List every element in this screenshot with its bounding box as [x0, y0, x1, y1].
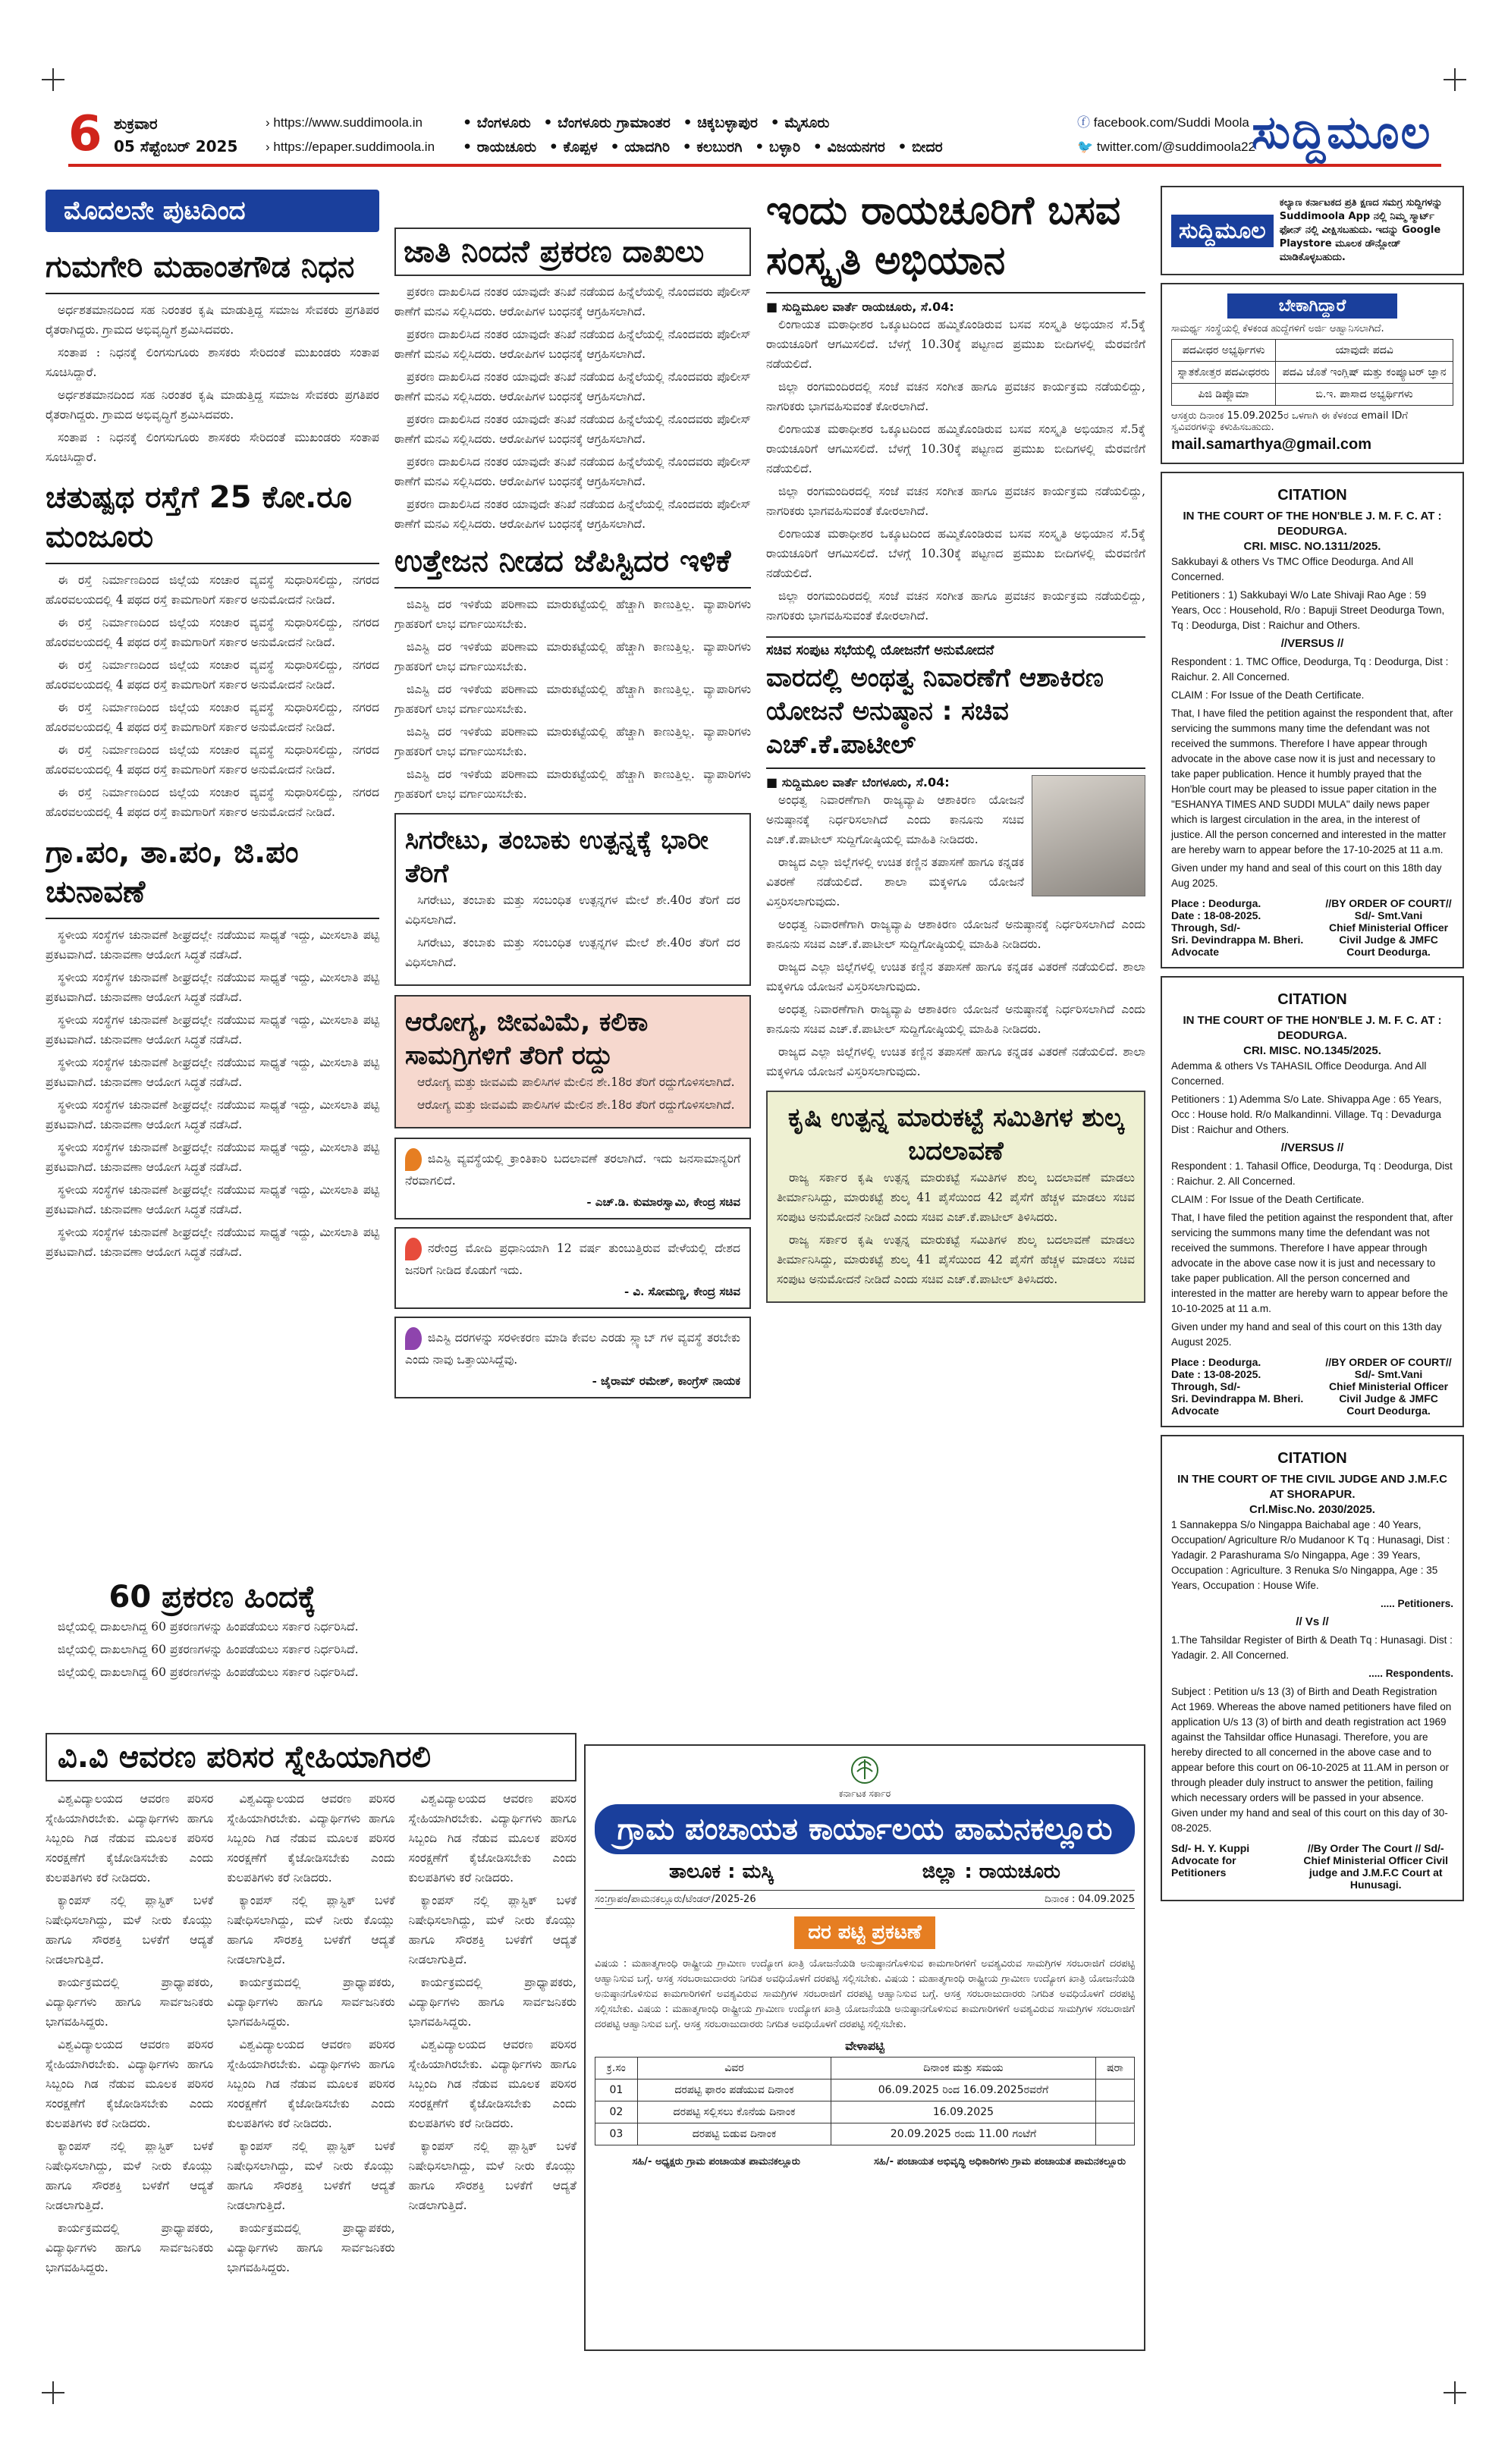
job-intro: ಸಾಮರ್ಥ್ಯ ಸಂಸ್ಥೆಯಲ್ಲಿ ಕೆಳಕಂಡ ಹುದ್ದೆಗಳಿಗೆ ಅರ್ಜಿ ಆಹ್ವಾನಿಸಲಾಗಿದೆ. — [1171, 323, 1384, 334]
box-body: ಆರೋಗ್ಯ ಮತ್ತು ಜೀವವಿಮೆ ಪಾಲಿಸಿಗಳ ಮೇಲಿನ ಶೇ.18ರ ತೆರಿಗೆ ರದ್ದುಗೊಳಿಸಲಾಗಿದೆ. ಆರೋಗ್ಯ ಮತ್ತು ಜೀವವಿಮೆ ಪಾಲಿಸಿಗಳ ಮೇಲಿನ ಶೇ.18ರ ತೆರಿಗೆ ರದ್ದುಗೊಳಿಸಲಾಗಿದೆ. — [417, 1075, 735, 1112]
masthead — [68, 106, 1441, 167]
job-title: ಬೇಕಾಗಿದ್ದಾರೆ — [1227, 293, 1396, 319]
issue-date-text: 05 ಸೆಪ್ಟೆಂಬರ್ 2025 — [114, 137, 238, 155]
notice-subtitle: ದರ ಪಟ್ಟಿ ಪ್ರಕಟಣೆ — [794, 1916, 935, 1949]
karnataka-emblem-icon — [850, 1755, 880, 1785]
city-item: • ಬೀದರ — [897, 139, 943, 155]
citation-3: CITATION IN THE COURT OF THE CIVIL JUDGE AND J.M.F.C AT SHORAPUR. Crl.Misc.No. 2030/2025. 1 Sannakeppa S/o Ningappa Baichabal age : 40 Years, Occupation/ Agriculture R/o Mudanoor K Tq : Hunasagi, Dist : Yadagir. 2 Parashurama S/o Ningappa, Age : 39 Years, Occupation : Agriculture. 3 Renuka S/o Ningappa, Age : 35 Years, Occupation : House Wife. ..... Petitioners. // Vs // 1.The Tahsildar Register of Birth & Death Tq : Hunasagi. Dist : Yadagir. 2. All Concerned. ..... Respondents. Subject : Petition u/s 13 (3) of Birth and Death Registration Act 1969. Whereas the above named petitioners have filed on application U/s 13 (3) of birth and death registration act 1969 against the Tahsildar office Hunasagi. Therefore, you are hereby directed to all concerned in the above case and to appear before this court on 06-10-2025 at 11.AM in person or through pleader duly instruct to answer the petition, failing which necessary orders will be passed in your absence. Given under my hand and seal of this court on this day of 30-08-2025. Sd/- H. Y. Kuppi Advocate for Petitioners //By Order The Court // Sd/- Chief Ministerial Officer Civil judge and J.M.F.C Court at Hunusagi. — [1161, 1435, 1464, 1901]
city-item: • ಬಳ್ಳಾರಿ — [755, 139, 801, 155]
twitter-icon: 🐦 — [1077, 140, 1094, 154]
box-title: ಕೃಷಿ ಉತ್ಪನ್ನ ಮಾರುಕಟ್ಟೆ ಸಮಿತಿಗಳ ಶುಲ್ಕ ಬದಲಾವಣೆ — [787, 1103, 1124, 1166]
app-advert — [1161, 186, 1464, 275]
section-banner: ಮೊದಲನೇ ಪುಟದಿಂದ — [46, 190, 379, 232]
headline: ವಾರದಲ್ಲಿ ಅಂಥತ್ವ ನಿವಾರಣೆಗೆ ಆಶಾಕಿರಣ ಯೋಜನೆ ಅನುಷ್ಠಾನ : ಸಚಿವ ಎಚ್.ಕೆ.ಪಾಟೀಲ್ — [766, 663, 1104, 760]
citation-1: CITATION IN THE COURT OF THE HON'BLE J. M. F. C. AT : DEODURGA. CRI. MISC. NO.1311/2025. Sakkubayi & others Vs TMC Office Deodurga. And All Concerned. Petitioners : 1) Sakkubayi W/o Late Shivaji Rao Age : 59 Years, Occ : Household, R/o : Bapuji Street Deodurga Town, Tq : Deodurga, Dist : Raichur and Others. //VERSUS // Respondent : 1. TMC Office, Deodurga, Tq : Deodurga, Dist : Raichur. 2. All Concerned. CLAIM : For Issue of the Death Certificate. That, I have filed the petition against the respondent that, after servicing the summons many time the defendant was not received the summons. Therefore I have appear through advocate in the above case now it is just and necessary to take paper publication. Hence it humbly prayed that the Hon'ble court may be pleased to issue paper citation in the "ESHANYA TIMES AND SUDDI MULA" daily news paper which is largest circulation in the area, in the interest of justice. All the person concerned and interested in the matter are hereby warn to appear before the 17-10-2025 at 11 a.m. Given under my hand and seal of this court on this 18th day Aug 2025. Place : Deodurga. Date : 18-08-2025. Through, Sd/- Sri. Devindrappa M. Bheri. Advocate //BY ORDER OF COURT// Sd/- Smt.Vani Chief Ministerial Officer Civil Judge & JMFC Court Deodurga. — [1161, 472, 1464, 968]
case-number: CRI. MISC. NO.1311/2025. — [1243, 540, 1381, 553]
job-email[interactable]: mail.samarthya@gmail.com — [1171, 436, 1372, 453]
table-row: 03 ದರಪಟ್ಟಿ ಬಿಡುವ ದಿನಾಂಕ 20.09.2025 ರಂದು 11.00 ಗಂಟೆಗೆ — [595, 2123, 1135, 2145]
schedule-title: ವೇಳಾಪಟ್ಟಿ — [845, 2039, 884, 2053]
article-body: ಜಿಎಸ್ಟಿ ದರ ಇಳಿಕೆಯ ಪರಿಣಾಮ ಮಾರುಕಟ್ಟೆಯಲ್ಲಿ ಹೆಚ್ಚಾಗಿ ಕಾಣುತ್ತಿಲ್ಲ. ವ್ಯಾಪಾರಿಗಳು ಗ್ರಾಹಕರಿಗೆ ಲಾಭ ವರ್ಗಾಯಿಸಬೇಕು. ಜಿಎಸ್ಟಿ ದರ ಇಳಿಕೆಯ ಪರಿಣಾಮ ಮಾರುಕಟ್ಟೆಯಲ್ಲಿ ಹೆಚ್ಚಾಗಿ ಕಾಣುತ್ತಿಲ್ಲ. ವ್ಯಾಪಾರಿಗಳು ಗ್ರಾಹಕರಿಗೆ ಲಾಭ ವರ್ಗಾಯಿಸಬೇಕು. ಜಿಎಸ್ಟಿ ದರ ಇಳಿಕೆಯ ಪರಿಣಾಮ ಮಾರುಕಟ್ಟೆಯಲ್ಲಿ ಹೆಚ್ಚಾಗಿ ಕಾಣುತ್ತಿಲ್ಲ. ವ್ಯಾಪಾರಿಗಳು ಗ್ರಾಹಕರಿಗೆ ಲಾಭ ವರ್ಗಾಯಿಸಬೇಕು. ಜಿಎಸ್ಟಿ ದರ ಇಳಿಕೆಯ ಪರಿಣಾಮ ಮಾರುಕಟ್ಟೆಯಲ್ಲಿ ಹೆಚ್ಚಾಗಿ ಕಾಣುತ್ತಿಲ್ಲ. ವ್ಯಾಪಾರಿಗಳು ಗ್ರಾಹಕರಿಗೆ ಲಾಭ ವರ್ಗಾಯಿಸಬೇಕು. ಜಿಎಸ್ಟಿ ದರ ಇಳಿಕೆಯ ಪರಿಣಾಮ ಮಾರುಕಟ್ಟೆಯಲ್ಲಿ ಹೆಚ್ಚಾಗಿ ಕಾಣುತ್ತಿಲ್ಲ. ವ್ಯಾಪಾರಿಗಳು ಗ್ರಾಹಕರಿಗೆ ಲಾಭ ವರ್ಗಾಯಿಸಬೇಕು. — [394, 598, 751, 801]
notice-district: ಜಿಲ್ಲಾ : ರಾಯಚೂರು — [922, 1860, 1060, 1883]
notice-signature-president: ಸಹಿ/- ಅಧ್ಯಕ್ಷರು ಗ್ರಾಮ ಪಂಚಾಯತ ಪಾಮನಕಲ್ಲೂರು — [632, 2156, 800, 2167]
notice-title: ಗ್ರಾಮ ಪಂಚಾಯತ ಕಾರ್ಯಾಲಯ ಪಾಮನಕಲ್ಲೂರು — [595, 1804, 1135, 1854]
crop-mark — [1444, 68, 1466, 91]
box-title: ಸಿಗರೇಟು, ತಂಬಾಕು ಉತ್ಪನ್ನಕ್ಕೆ ಭಾರೀ ತೆರಿಗೆ — [405, 825, 708, 889]
byline: ■ ಸುದ್ದಿಮೂಲ ವಾರ್ತೆ ರಾಯಚೂರು, ಸೆ.04: — [766, 300, 954, 314]
social-links — [1077, 111, 1255, 159]
headline: 60 ಪ್ರಕರಣ ಹಿಂದಕ್ಕೆ — [108, 1580, 316, 1615]
notice-header — [595, 1755, 1135, 1800]
case-number: Crl.Misc.No. 2030/2025. — [1249, 1503, 1375, 1516]
quote-icon — [405, 1327, 422, 1350]
twitter-link[interactable]: twitter.com/@suddimoola22 — [1096, 140, 1255, 154]
notice-taluk: ತಾಲೂಕ : ಮಸ್ಕಿ — [669, 1860, 774, 1883]
city-item: • ಕಲಬುರಗಿ — [682, 139, 743, 155]
column-3 — [766, 186, 1145, 1722]
table-row: ಪಿಜಿ ಡಿಪ್ಲೊಮಾ ಬಿ.ಇ. ಪಾಸಾದ ಅಭ್ಯರ್ಥಿಗಳು — [1172, 384, 1453, 406]
table-row: 01 ದರಪಟ್ಟಿ ಫಾರಂ ಪಡೆಯುವ ದಿನಾಂಕ 06.09.2025 ರಿಂದ 16.09.2025ರವರೆಗೆ — [595, 2079, 1135, 2101]
table-row: 02 ದರಪಟ್ಟಿ ಸಲ್ಲಿಸಲು ಕೊನೆಯ ದಿನಾಂಕ 16.09.2025 — [595, 2101, 1135, 2123]
citation-title: CITATION — [1277, 1450, 1347, 1467]
column-2 — [394, 228, 751, 1722]
notice-signature-pdo: ಸಹಿ/- ಪಂಚಾಯತ ಅಭಿವೃದ್ಧಿ ಅಧಿಕಾರಿಗಳು ಗ್ರಾಮ ಪಂಚಾಯತ ಪಾಮನಕಲ್ಲೂರು — [873, 2156, 1126, 2167]
job-table — [1171, 339, 1453, 406]
newspaper-logo: ಸುದ್ದಿಮೂಲ — [1252, 106, 1432, 159]
city-item: • ಬೆಂಗಳೂರು — [463, 115, 531, 131]
article-body: ಜಿಲ್ಲೆಯಲ್ಲಿ ದಾಖಲಾಗಿದ್ದ 60 ಪ್ರಕರಣಗಳನ್ನು ಹಿಂಪಡೆಯಲು ಸರ್ಕಾರ ನಿರ್ಧರಿಸಿದೆ. ಜಿಲ್ಲೆಯಲ್ಲಿ ದಾಖಲಾಗಿದ್ದ 60 ಪ್ರಕರಣಗಳನ್ನು ಹಿಂಪಡೆಯಲು ಸರ್ಕಾರ ನಿರ್ಧರಿಸಿದೆ. ಜಿಲ್ಲೆಯಲ್ಲಿ ದಾಖಲಾಗಿದ್ದ 60 ಪ್ರಕರಣಗಳನ್ನು ಹಿಂಪಡೆಯಲು ಸರ್ಕಾರ ನಿರ್ಧರಿಸಿದೆ. — [58, 1620, 359, 1679]
job-footer: ಆಸಕ್ತರು ದಿನಾಂಕ 15.09.2025ರ ಒಳಗಾಗಿ ಈ ಕೆಳಕಂಡ email IDಗೆ ಸ್ವವಿವರಗಳನ್ನು ಕಳುಹಿಸಬಹುದು. — [1171, 410, 1408, 433]
article-60-cases — [46, 1577, 379, 1722]
column-4 — [1161, 186, 1464, 2385]
schedule-table — [595, 2057, 1135, 2145]
citation-title: CITATION — [1277, 991, 1347, 1008]
article-body: ಅರ್ಧಶತಮಾನದಿಂದ ಸಹ ನಿರಂತರ ಕೃಷಿ ಮಾಡುತ್ತಿದ್ದ ಸಮಾಜ ಸೇವಕರು ಪ್ರಗತಿಪರ ರೈತರಾಗಿದ್ದರು. ಗ್ರಾಮದ ಅಭಿವೃದ್ಧಿಗೆ ಶ್ರಮಿಸಿದವರು. ಸಂತಾಪ : ನಿಧನಕ್ಕೆ ಲಿಂಗಸುಗೂರು ಶಾಸಕರು ಸೇರಿದಂತೆ ಮುಖಂಡರು ಸಂತಾಪ ಸೂಚಿಸಿದ್ದಾರೆ. ಅರ್ಧಶತಮಾನದಿಂದ ಸಹ ನಿರಂತರ ಕೃಷಿ ಮಾಡುತ್ತಿದ್ದ ಸಮಾಜ ಸೇವಕರು ಪ್ರಗತಿಪರ ರೈತರಾಗಿದ್ದರು. ಗ್ರಾಮದ ಅಭಿವೃದ್ಧಿಗೆ ಶ್ರಮಿಸಿದವರು. ಸಂತಾಪ : ನಿಧನಕ್ಕೆ ಲಿಂಗಸುಗೂರು ಶಾಸಕರು ಸೇರಿದಂತೆ ಮುಖಂಡರು ಸಂತಾಪ ಸೂಚಿಸಿದ್ದಾರೆ. — [46, 303, 379, 464]
epaper-link[interactable]: https://epaper.suddimoola.in — [273, 140, 435, 154]
tobacco-tax-box — [394, 813, 751, 986]
case-number: CRI. MISC. NO.1345/2025. — [1243, 1044, 1381, 1057]
article-body: ಲಿಂಗಾಯತ ಮಠಾಧೀಶರ ಒಕ್ಕೂಟದಿಂದ ಹಮ್ಮಿಕೊಂಡಿರುವ ಬಸವ ಸಂಸ್ಕೃತಿ ಅಭಿಯಾನ ಸೆ.5ಕ್ಕೆ ರಾಯಚೂರಿಗೆ ಆಗಮಿಸಲಿದೆ. ಬೆಳಗ್ಗೆ 10.30ಕ್ಕೆ ಪಟ್ಟಣದ ಪ್ರಮುಖ ಬೀದಿಗಳಲ್ಲಿ ಮೆರವಣಿಗೆ ನಡೆಯಲಿದೆ. ಜಿಲ್ಲಾ ರಂಗಮಂದಿರದಲ್ಲಿ ಸಂಜೆ ವಚನ ಸಂಗೀತ ಹಾಗೂ ಪ್ರವಚನ ಕಾರ್ಯಕ್ರಮ ನಡೆಯಲಿದ್ದು, ನಾಗರಿಕರು ಭಾಗವಹಿಸುವಂತೆ ಕೋರಲಾಗಿದೆ. ಲಿಂಗಾಯತ ಮಠಾಧೀಶರ ಒಕ್ಕೂಟದಿಂದ ಹಮ್ಮಿಕೊಂಡಿರುವ ಬಸವ ಸಂಸ್ಕೃತಿ ಅಭಿಯಾನ ಸೆ.5ಕ್ಕೆ ರಾಯಚೂರಿಗೆ ಆಗಮಿಸಲಿದೆ. ಬೆಳಗ್ಗೆ 10.30ಕ್ಕೆ ಪಟ್ಟಣದ ಪ್ರಮುಖ ಬೀದಿಗಳಲ್ಲಿ ಮೆರವಣಿಗೆ ನಡೆಯಲಿದೆ. ಜಿಲ್ಲಾ ರಂಗಮಂದಿರದಲ್ಲಿ ಸಂಜೆ ವಚನ ಸಂಗೀತ ಹಾಗೂ ಪ್ರವಚನ ಕಾರ್ಯಕ್ರಮ ನಡೆಯಲಿದ್ದು, ನಾಗರಿಕರು ಭಾಗವಹಿಸುವಂತೆ ಕೋರಲಾಗಿದೆ. ಲಿಂಗಾಯತ ಮಠಾಧೀಶರ ಒಕ್ಕೂಟದಿಂದ ಹಮ್ಮಿಕೊಂಡಿರುವ ಬಸವ ಸಂಸ್ಕೃತಿ ಅಭಿಯಾನ ಸೆ.5ಕ್ಕೆ ರಾಯಚೂರಿಗೆ ಆಗಮಿಸಲಿದೆ. ಬೆಳಗ್ಗೆ 10.30ಕ್ಕೆ ಪಟ್ಟಣದ ಪ್ರಮುಖ ಬೀದಿಗಳಲ್ಲಿ ಮೆರವಣಿಗೆ ನಡೆಯಲಿದೆ. ಜಿಲ್ಲಾ ರಂಗಮಂದಿರದಲ್ಲಿ ಸಂಜೆ ವಚನ ಸಂಗೀತ ಹಾಗೂ ಪ್ರವಚನ ಕಾರ್ಯಕ್ರಮ ನಡೆಯಲಿದ್ದು, ನಾಗರಿಕರು ಭಾಗವಹಿಸುವಂತೆ ಕೋರಲಾಗಿದೆ. — [766, 318, 1145, 623]
city-item: • ಯಾದಗಿರಿ — [610, 139, 670, 155]
page-number: 6 — [68, 106, 102, 162]
crop-mark — [42, 68, 64, 91]
byline: ■ ಸುದ್ದಿಮೂಲ ವಾರ್ತೆ ಬೆಂಗಳೂರು, ಸೆ.04: — [766, 775, 950, 789]
quote-author: - ವಿ. ಸೋಮಣ್ಣ, ಕೇಂದ್ರ ಸಚಿವ — [624, 1285, 740, 1298]
apmc-fee-box — [766, 1091, 1145, 1303]
quote-icon — [405, 1148, 422, 1171]
kicker: ಸಚಿವ ಸಂಪುಟ ಸಭೆಯಲ್ಲಿ ಯೋಜನೆಗೆ ಅನುಮೋದನೆ — [766, 636, 1145, 658]
job-advert — [1161, 283, 1464, 464]
issue-date — [114, 112, 237, 158]
court-name: IN THE COURT OF THE HON'BLE J. M. F. C. AT : DEODURGA. — [1183, 1014, 1442, 1042]
website-links: › https://www.suddimoola.in › https://epaper.suddimoola.in — [265, 115, 435, 154]
article-body: ಈ ರಸ್ತೆ ನಿರ್ಮಾಣದಿಂದ ಜಿಲ್ಲೆಯ ಸಂಚಾರ ವ್ಯವಸ್ಥೆ ಸುಧಾರಿಸಲಿದ್ದು, ನಗರದ ಹೊರವಲಯದಲ್ಲಿ 4 ಪಥದ ರಸ್ತೆ ಕಾಮಗಾರಿಗೆ ಸರ್ಕಾರ ಅನುಮೋದನೆ ನೀಡಿದೆ. ಈ ರಸ್ತೆ ನಿರ್ಮಾಣದಿಂದ ಜಿಲ್ಲೆಯ ಸಂಚಾರ ವ್ಯವಸ್ಥೆ ಸುಧಾರಿಸಲಿದ್ದು, ನಗರದ ಹೊರವಲಯದಲ್ಲಿ 4 ಪಥದ ರಸ್ತೆ ಕಾಮಗಾರಿಗೆ ಸರ್ಕಾರ ಅನುಮೋದನೆ ನೀಡಿದೆ. ಈ ರಸ್ತೆ ನಿರ್ಮಾಣದಿಂದ ಜಿಲ್ಲೆಯ ಸಂಚಾರ ವ್ಯವಸ್ಥೆ ಸುಧಾರಿಸಲಿದ್ದು, ನಗರದ ಹೊರವಲಯದಲ್ಲಿ 4 ಪಥದ ರಸ್ತೆ ಕಾಮಗಾರಿಗೆ ಸರ್ಕಾರ ಅನುಮೋದನೆ ನೀಡಿದೆ. ಈ ರಸ್ತೆ ನಿರ್ಮಾಣದಿಂದ ಜಿಲ್ಲೆಯ ಸಂಚಾರ ವ್ಯವಸ್ಥೆ ಸುಧಾರಿಸಲಿದ್ದು, ನಗರದ ಹೊರವಲಯದಲ್ಲಿ 4 ಪಥದ ರಸ್ತೆ ಕಾಮಗಾರಿಗೆ ಸರ್ಕಾರ ಅನುಮೋದನೆ ನೀಡಿದೆ. ಈ ರಸ್ತೆ ನಿರ್ಮಾಣದಿಂದ ಜಿಲ್ಲೆಯ ಸಂಚಾರ ವ್ಯವಸ್ಥೆ ಸುಧಾರಿಸಲಿದ್ದು, ನಗರದ ಹೊರವಲಯದಲ್ಲಿ 4 ಪಥದ ರಸ್ತೆ ಕಾಮಗಾರಿಗೆ ಸರ್ಕಾರ ಅನುಮೋದನೆ ನೀಡಿದೆ. ಈ ರಸ್ತೆ ನಿರ್ಮಾಣದಿಂದ ಜಿಲ್ಲೆಯ ಸಂಚಾರ ವ್ಯವಸ್ಥೆ ಸುಧಾರಿಸಲಿದ್ದು, ನಗರದ ಹೊರವಲಯದಲ್ಲಿ 4 ಪಥದ ರಸ್ತೆ ಕಾಮಗಾರಿಗೆ ಸರ್ಕಾರ ಅನುಮೋದನೆ ನೀಡಿದೆ. — [46, 573, 379, 819]
headline: ಗ್ರಾ.ಪಂ, ತಾ.ಪಂ, ಜಿ.ಪಂ ಚುನಾವಣೆ — [46, 835, 299, 909]
citation-title: CITATION — [1277, 487, 1347, 504]
quote-icon — [405, 1238, 422, 1260]
box-title: ಆರೋಗ್ಯ, ಜೀವವಿಮೆ, ಕಲಿಕಾ ಸಾಮಗ್ರಿಗಳಿಗೆ ತೆರಿಗೆ ರದ್ದು — [405, 1007, 649, 1071]
insurance-tax-box — [394, 995, 751, 1128]
city-item: • ವಿಜಯನಗರ — [812, 139, 885, 155]
article-body: ಸ್ಥಳೀಯ ಸಂಸ್ಥೆಗಳ ಚುನಾವಣೆ ಶೀಘ್ರದಲ್ಲೇ ನಡೆಯುವ ಸಾಧ್ಯತೆ ಇದ್ದು, ಮೀಸಲಾತಿ ಪಟ್ಟಿ ಪ್ರಕಟವಾಗಿದೆ. ಚುನಾವಣಾ ಆಯೋಗ ಸಿದ್ಧತೆ ನಡೆಸಿದೆ. ಸ್ಥಳೀಯ ಸಂಸ್ಥೆಗಳ ಚುನಾವಣೆ ಶೀಘ್ರದಲ್ಲೇ ನಡೆಯುವ ಸಾಧ್ಯತೆ ಇದ್ದು, ಮೀಸಲಾತಿ ಪಟ್ಟಿ ಪ್ರಕಟವಾಗಿದೆ. ಚುನಾವಣಾ ಆಯೋಗ ಸಿದ್ಧತೆ ನಡೆಸಿದೆ. ಸ್ಥಳೀಯ ಸಂಸ್ಥೆಗಳ ಚುನಾವಣೆ ಶೀಘ್ರದಲ್ಲೇ ನಡೆಯುವ ಸಾಧ್ಯತೆ ಇದ್ದು, ಮೀಸಲಾತಿ ಪಟ್ಟಿ ಪ್ರಕಟವಾಗಿದೆ. ಚುನಾವಣಾ ಆಯೋಗ ಸಿದ್ಧತೆ ನಡೆಸಿದೆ. ಸ್ಥಳೀಯ ಸಂಸ್ಥೆಗಳ ಚುನಾವಣೆ ಶೀಘ್ರದಲ್ಲೇ ನಡೆಯುವ ಸಾಧ್ಯತೆ ಇದ್ದು, ಮೀಸಲಾತಿ ಪಟ್ಟಿ ಪ್ರಕಟವಾಗಿದೆ. ಚುನಾವಣಾ ಆಯೋಗ ಸಿದ್ಧತೆ ನಡೆಸಿದೆ. ಸ್ಥಳೀಯ ಸಂಸ್ಥೆಗಳ ಚುನಾವಣೆ ಶೀಘ್ರದಲ್ಲೇ ನಡೆಯುವ ಸಾಧ್ಯತೆ ಇದ್ದು, ಮೀಸಲಾತಿ ಪಟ್ಟಿ ಪ್ರಕಟವಾಗಿದೆ. ಚುನಾವಣಾ ಆಯೋಗ ಸಿದ್ಧತೆ ನಡೆಸಿದೆ. ಸ್ಥಳೀಯ ಸಂಸ್ಥೆಗಳ ಚುನಾವಣೆ ಶೀಘ್ರದಲ್ಲೇ ನಡೆಯುವ ಸಾಧ್ಯತೆ ಇದ್ದು, ಮೀಸಲಾತಿ ಪಟ್ಟಿ ಪ್ರಕಟವಾಗಿದೆ. ಚುನಾವಣಾ ಆಯೋಗ ಸಿದ್ಧತೆ ನಡೆಸಿದೆ. ಸ್ಥಳೀಯ ಸಂಸ್ಥೆಗಳ ಚುನಾವಣೆ ಶೀಘ್ರದಲ್ಲೇ ನಡೆಯುವ ಸಾಧ್ಯತೆ ಇದ್ದು, ಮೀಸಲಾತಿ ಪಟ್ಟಿ ಪ್ರಕಟವಾಗಿದೆ. ಚುನಾವಣಾ ಆಯೋಗ ಸಿದ್ಧತೆ ನಡೆಸಿದೆ. ಸ್ಥಳೀಯ ಸಂಸ್ಥೆಗಳ ಚುನಾವಣೆ ಶೀಘ್ರದಲ್ಲೇ ನಡೆಯುವ ಸಾಧ್ಯತೆ ಇದ್ದು, ಮೀಸಲಾತಿ ಪಟ್ಟಿ ಪ್ರಕಟವಾಗಿದೆ. ಚುನಾವಣಾ ಆಯೋಗ ಸಿದ್ಧತೆ ನಡೆಸಿದೆ. — [46, 928, 379, 1259]
article-body: ಅಂಧತ್ವ ನಿವಾರಣೆಗಾಗಿ ರಾಜ್ಯವ್ಯಾಪಿ ಆಶಾಕಿರಣ ಯೋಜನೆ ಅನುಷ್ಠಾನಕ್ಕೆ ನಿರ್ಧರಿಸಲಾಗಿದೆ ಎಂದು ಕಾನೂನು ಸಚಿವ ಎಚ್.ಕೆ.ಪಾಟೀಲ್ ಸುದ್ದಿಗೋಷ್ಠಿಯಲ್ಲಿ ಮಾಹಿತಿ ನೀಡಿದರು. ರಾಜ್ಯದ ಎಲ್ಲಾ ಜಿಲ್ಲೆಗಳಲ್ಲಿ ಉಚಿತ ಕಣ್ಣಿನ ತಪಾಸಣೆ ಹಾಗೂ ಕನ್ನಡಕ ವಿತರಣೆ ನಡೆಯಲಿದೆ. ಶಾಲಾ ಮಕ್ಕಳಿಗೂ ಯೋಜನೆ ವಿಸ್ತರಿಸಲಾಗುವುದು. ಅಂಧತ್ವ ನಿವಾರಣೆಗಾಗಿ ರಾಜ್ಯವ್ಯಾಪಿ ಆಶಾಕಿರಣ ಯೋಜನೆ ಅನುಷ್ಠಾನಕ್ಕೆ ನಿರ್ಧರಿಸಲಾಗಿದೆ ಎಂದು ಕಾನೂನು ಸಚಿವ ಎಚ್.ಕೆ.ಪಾಟೀಲ್ ಸುದ್ದಿಗೋಷ್ಠಿಯಲ್ಲಿ ಮಾಹಿತಿ ನೀಡಿದರು. ರಾಜ್ಯದ ಎಲ್ಲಾ ಜಿಲ್ಲೆಗಳಲ್ಲಿ ಉಚಿತ ಕಣ್ಣಿನ ತಪಾಸಣೆ ಹಾಗೂ ಕನ್ನಡಕ ವಿತರಣೆ ನಡೆಯಲಿದೆ. ಶಾಲಾ ಮಕ್ಕಳಿಗೂ ಯೋಜನೆ ವಿಸ್ತರಿಸಲಾಗುವುದು. ಅಂಧತ್ವ ನಿವಾರಣೆಗಾಗಿ ರಾಜ್ಯವ್ಯಾಪಿ ಆಶಾಕಿರಣ ಯೋಜನೆ ಅನುಷ್ಠಾನಕ್ಕೆ ನಿರ್ಧರಿಸಲಾಗಿದೆ ಎಂದು ಕಾನೂನು ಸಚಿವ ಎಚ್.ಕೆ.ಪಾಟೀಲ್ ಸುದ್ದಿಗೋಷ್ಠಿಯಲ್ಲಿ ಮಾಹಿತಿ ನೀಡಿದರು. ರಾಜ್ಯದ ಎಲ್ಲಾ ಜಿಲ್ಲೆಗಳಲ್ಲಿ ಉಚಿತ ಕಣ್ಣಿನ ತಪಾಸಣೆ ಹಾಗೂ ಕನ್ನಡಕ ವಿತರಣೆ ನಡೆಯಲಿದೆ. ಶಾಲಾ ಮಕ್ಕಳಿಗೂ ಯೋಜನೆ ವಿಸ್ತರಿಸಲಾಗುವುದು. — [766, 793, 1145, 1078]
article-body: ಪ್ರಕರಣ ದಾಖಲಿಸಿದ ನಂತರ ಯಾವುದೇ ತನಿಖೆ ನಡೆಯದ ಹಿನ್ನೆಲೆಯಲ್ಲಿ ನೊಂದವರು ಪೊಲೀಸ್ ಠಾಣೆಗೆ ಮನವಿ ಸಲ್ಲಿಸಿದರು. ಆರೋಪಿಗಳ ಬಂಧನಕ್ಕೆ ಆಗ್ರಹಿಸಲಾಗಿದೆ. ಪ್ರಕರಣ ದಾಖಲಿಸಿದ ನಂತರ ಯಾವುದೇ ತನಿಖೆ ನಡೆಯದ ಹಿನ್ನೆಲೆಯಲ್ಲಿ ನೊಂದವರು ಪೊಲೀಸ್ ಠಾಣೆಗೆ ಮನವಿ ಸಲ್ಲಿಸಿದರು. ಆರೋಪಿಗಳ ಬಂಧನಕ್ಕೆ ಆಗ್ರಹಿಸಲಾಗಿದೆ. ಪ್ರಕರಣ ದಾಖಲಿಸಿದ ನಂತರ ಯಾವುದೇ ತನಿಖೆ ನಡೆಯದ ಹಿನ್ನೆಲೆಯಲ್ಲಿ ನೊಂದವರು ಪೊಲೀಸ್ ಠಾಣೆಗೆ ಮನವಿ ಸಲ್ಲಿಸಿದರು. ಆರೋಪಿಗಳ ಬಂಧನಕ್ಕೆ ಆಗ್ರಹಿಸಲಾಗಿದೆ. ಪ್ರಕರಣ ದಾಖಲಿಸಿದ ನಂತರ ಯಾವುದೇ ತನಿಖೆ ನಡೆಯದ ಹಿನ್ನೆಲೆಯಲ್ಲಿ ನೊಂದವರು ಪೊಲೀಸ್ ಠಾಣೆಗೆ ಮನವಿ ಸಲ್ಲಿಸಿದರು. ಆರೋಪಿಗಳ ಬಂಧನಕ್ಕೆ ಆಗ್ರಹಿಸಲಾಗಿದೆ. ಪ್ರಕರಣ ದಾಖಲಿಸಿದ ನಂತರ ಯಾವುದೇ ತನಿಖೆ ನಡೆಯದ ಹಿನ್ನೆಲೆಯಲ್ಲಿ ನೊಂದವರು ಪೊಲೀಸ್ ಠಾಣೆಗೆ ಮನವಿ ಸಲ್ಲಿಸಿದರು. ಆರೋಪಿಗಳ ಬಂಧನಕ್ಕೆ ಆಗ್ರಹಿಸಲಾಗಿದೆ. ಪ್ರಕರಣ ದಾಖಲಿಸಿದ ನಂತರ ಯಾವುದೇ ತನಿಖೆ ನಡೆಯದ ಹಿನ್ನೆಲೆಯಲ್ಲಿ ನೊಂದವರು ಪೊಲೀಸ್ ಠಾಣೆಗೆ ಮನವಿ ಸಲ್ಲಿಸಿದರು. ಆರೋಪಿಗಳ ಬಂಧನಕ್ಕೆ ಆಗ್ರಹಿಸಲಾಗಿದೆ. — [394, 285, 751, 531]
notice-ref: ಸಂ:ಗ್ರಾಪಂ/ಪಾಮನಕಲ್ಲೂರು/ಟೆಂಡರ್/2025-26 — [595, 1894, 756, 1905]
table-row: ಸ್ನಾತಕೋತ್ತರ ಪದವೀಧರರು ಪದವಿ ಜೊತೆ ಇಂಗ್ಲಿಷ್ ಮತ್ತು ಕಂಪ್ಯೂಟರ್ ಜ್ಞಾನ — [1172, 362, 1453, 384]
headline: ಜಾತಿ ನಿಂದನೆ ಪ್ರಕರಣ ದಾಖಲು — [394, 228, 751, 276]
city-item: • ಬೆಂಗಳೂರು ಗ್ರಾಮಾಂತರ — [543, 115, 671, 131]
quote-box: ಜಿಎಸ್ಟಿ ದರಗಳನ್ನು ಸರಳೀಕರಣ ಮಾಡಿ ಕೇವಲ ಎರಡು ಸ್ಲ್ಯಾಬ್ ಗಳ ವ್ಯವಸ್ಥೆ ತರಬೇಕು ಎಂದು ನಾವು ಒತ್ತಾಯಿಸಿದ್ದೆವು. - ಜೈರಾಮ್ ರಮೇಶ್, ಕಾಂಗ್ರೆಸ್ ನಾಯಕ — [394, 1317, 751, 1398]
city-item: • ಚಿಕ್ಕಬಳ್ಳಾಪುರ — [683, 115, 758, 131]
headline: ಗುಮಗೇರಿ ಮಹಾಂತಗೌಡ ನಿಧನ — [46, 250, 355, 284]
facebook-icon: ⓕ — [1077, 115, 1090, 130]
panchayat-notice — [584, 1744, 1145, 2351]
article-body: ವಿಶ್ವವಿದ್ಯಾಲಯದ ಆವರಣ ಪರಿಸರ ಸ್ನೇಹಿಯಾಗಿರಬೇಕು. ವಿದ್ಯಾರ್ಥಿಗಳು ಹಾಗೂ ಸಿಬ್ಬಂದಿ ಗಿಡ ನೆಡುವ ಮೂಲಕ ಪರಿಸರ ಸಂರಕ್ಷಣೆಗೆ ಕೈಜೋಡಿಸಬೇಕು ಎಂದು ಕುಲಪತಿಗಳು ಕರೆ ನೀಡಿದರು. ಕ್ಯಾಂಪಸ್ ನಲ್ಲಿ ಪ್ಲಾಸ್ಟಿಕ್ ಬಳಕೆ ನಿಷೇಧಿಸಲಾಗಿದ್ದು, ಮಳೆ ನೀರು ಕೊಯ್ಲು ಹಾಗೂ ಸೌರಶಕ್ತಿ ಬಳಕೆಗೆ ಆದ್ಯತೆ ನೀಡಲಾಗುತ್ತಿದೆ. ಕಾರ್ಯಕ್ರಮದಲ್ಲಿ ಪ್ರಾಧ್ಯಾಪಕರು, ವಿದ್ಯಾರ್ಥಿಗಳು ಹಾಗೂ ಸಾರ್ವಜನಿಕರು ಭಾಗವಹಿಸಿದ್ದರು. ವಿಶ್ವವಿದ್ಯಾಲಯದ ಆವರಣ ಪರಿಸರ ಸ್ನೇಹಿಯಾಗಿರಬೇಕು. ವಿದ್ಯಾರ್ಥಿಗಳು ಹಾಗೂ ಸಿಬ್ಬಂದಿ ಗಿಡ ನೆಡುವ ಮೂಲಕ ಪರಿಸರ ಸಂರಕ್ಷಣೆಗೆ ಕೈಜೋಡಿಸಬೇಕು ಎಂದು ಕುಲಪತಿಗಳು ಕರೆ ನೀಡಿದರು. ಕ್ಯಾಂಪಸ್ ನಲ್ಲಿ ಪ್ಲಾಸ್ಟಿಕ್ ಬಳಕೆ ನಿಷೇಧಿಸಲಾಗಿದ್ದು, ಮಳೆ ನೀರು ಕೊಯ್ಲು ಹಾಗೂ ಸೌರಶಕ್ತಿ ಬಳಕೆಗೆ ಆದ್ಯತೆ ನೀಡಲಾಗುತ್ತಿದೆ. ಕಾರ್ಯಕ್ರಮದಲ್ಲಿ ಪ್ರಾಧ್ಯಾಪಕರು, ವಿದ್ಯಾರ್ಥಿಗಳು ಹಾಗೂ ಸಾರ್ವಜನಿಕರು ಭಾಗವಹಿಸಿದ್ದರು. ವಿಶ್ವವಿದ್ಯಾಲಯದ ಆವರಣ ಪರಿಸರ ಸ್ನೇಹಿಯಾಗಿರಬೇಕು. ವಿದ್ಯಾರ್ಥಿಗಳು ಹಾಗೂ ಸಿಬ್ಬಂದಿ ಗಿಡ ನೆಡುವ ಮೂಲಕ ಪರಿಸರ ಸಂರಕ್ಷಣೆಗೆ ಕೈಜೋಡಿಸಬೇಕು ಎಂದು ಕುಲಪತಿಗಳು ಕರೆ ನೀಡಿದರು. ಕ್ಯಾಂಪಸ್ ನಲ್ಲಿ ಪ್ಲಾಸ್ಟಿಕ್ ಬಳಕೆ ನಿಷೇಧಿಸಲಾಗಿದ್ದು, ಮಳೆ ನೀರು ಕೊಯ್ಲು ಹಾಗೂ ಸೌರಶಕ್ತಿ ಬಳಕೆಗೆ ಆದ್ಯತೆ ನೀಡಲಾಗುತ್ತಿದೆ. ಕಾರ್ಯಕ್ರಮದಲ್ಲಿ ಪ್ರಾಧ್ಯಾಪಕರು, ವಿದ್ಯಾರ್ಥಿಗಳು ಹಾಗೂ ಸಾರ್ವಜನಿಕರು ಭಾಗವಹಿಸಿದ್ದರು. ವಿಶ್ವವಿದ್ಯಾಲಯದ ಆವರಣ ಪರಿಸರ ಸ್ನೇಹಿಯಾಗಿರಬೇಕು. ವಿದ್ಯಾರ್ಥಿಗಳು ಹಾಗೂ ಸಿಬ್ಬಂದಿ ಗಿಡ ನೆಡುವ ಮೂಲಕ ಪರಿಸರ ಸಂರಕ್ಷಣೆಗೆ ಕೈಜೋಡಿಸಬೇಕು ಎಂದು ಕುಲಪತಿಗಳು ಕರೆ ನೀಡಿದರು. ಕ್ಯಾಂಪಸ್ ನಲ್ಲಿ ಪ್ಲಾಸ್ಟಿಕ್ ಬಳಕೆ ನಿಷೇಧಿಸಲಾಗಿದ್ದು, ಮಳೆ ನೀರು ಕೊಯ್ಲು ಹಾಗೂ ಸೌರಶಕ್ತಿ ಬಳಕೆಗೆ ಆದ್ಯತೆ ನೀಡಲಾಗುತ್ತಿದೆ. ಕಾರ್ಯಕ್ರಮದಲ್ಲಿ ಪ್ರಾಧ್ಯಾಪಕರು, ವಿದ್ಯಾರ್ಥಿಗಳು ಹಾಗೂ ಸಾರ್ವಜನಿಕರು ಭಾಗವಹಿಸಿದ್ದರು. ವಿಶ್ವವಿದ್ಯಾಲಯದ ಆವರಣ ಪರಿಸರ ಸ್ನೇಹಿಯಾಗಿರಬೇಕು. ವಿದ್ಯಾರ್ಥಿಗಳು ಹಾಗೂ ಸಿಬ್ಬಂದಿ ಗಿಡ ನೆಡುವ ಮೂಲಕ ಪರಿಸರ ಸಂರಕ್ಷಣೆಗೆ ಕೈಜೋಡಿಸಬೇಕು ಎಂದು ಕುಲಪತಿಗಳು ಕರೆ ನೀಡಿದರು. ಕ್ಯಾಂಪಸ್ ನಲ್ಲಿ ಪ್ಲಾಸ್ಟಿಕ್ ಬಳಕೆ ನಿಷೇಧಿಸಲಾಗಿದ್ದು, ಮಳೆ ನೀರು ಕೊಯ್ಲು ಹಾಗೂ ಸೌರಶಕ್ತಿ ಬಳಕೆಗೆ ಆದ್ಯತೆ ನೀಡಲಾಗುತ್ತಿದೆ. ಕಾರ್ಯಕ್ರಮದಲ್ಲಿ ಪ್ರಾಧ್ಯಾಪಕರು, ವಿದ್ಯಾರ್ಥಿಗಳು ಹಾಗೂ ಸಾರ್ವಜನಿಕರು ಭಾಗವಹಿಸಿದ್ದರು. ವಿಶ್ವವಿದ್ಯಾಲಯದ ಆವರಣ ಪರಿಸರ ಸ್ನೇಹಿಯಾಗಿರಬೇಕು. ವಿದ್ಯಾರ್ಥಿಗಳು ಹಾಗೂ ಸಿಬ್ಬಂದಿ ಗಿಡ ನೆಡುವ ಮೂಲಕ ಪರಿಸರ ಸಂರಕ್ಷಣೆಗೆ ಕೈಜೋಡಿಸಬೇಕು ಎಂದು ಕುಲಪತಿಗಳು ಕರೆ ನೀಡಿದರು. ಕ್ಯಾಂಪಸ್ ನಲ್ಲಿ ಪ್ಲಾಸ್ಟಿಕ್ ಬಳಕೆ ನಿಷೇಧಿಸಲಾಗಿದ್ದು, ಮಳೆ ನೀರು ಕೊಯ್ಲು ಹಾಗೂ ಸೌರಶಕ್ತಿ ಬಳಕೆಗೆ ಆದ್ಯತೆ ನೀಡಲಾಗುತ್ತಿದೆ. — [46, 1792, 576, 2274]
citation-2: CITATION IN THE COURT OF THE HON'BLE J. M. F. C. AT : DEODURGA. CRI. MISC. NO.1345/2025. Ademma & others Vs TAHASIL Office Deodurga. And All Concerned. Petitioners : 1) Ademma S/o Late. Shivappa Age : 65 Years, Occ : House hold. R/o Malkandinni. Village. Tq : Devadurga Dist : Raichur and Others. //VERSUS // Respondent : 1. Tahasil Office, Deodurga, Tq : Deodurga, Dist : Raichur. 2. All Concerned. CLAIM : For Issue of the Death Certificate. That, I have filed the petition against the respondent that, after servicing the summons many time the defendant was not received the summons. Therefore I have appear through advocate in the above case now it is just and necessary to take paper publication. All the person concerned and interested in the matter are hereby warn to appear before the 10-10-2025 at 11 a.m. Given under my hand and seal of this court on this 13th day August 2025. Place : Deodurga. Date : 13-08-2025. Through, Sd/- Sri. Devindrappa M. Bheri. Advocate //BY ORDER OF COURT// Sd/- Smt.Vani Chief Ministerial Officer Civil Judge & JMFC Court Deodurga. — [1161, 976, 1464, 1427]
box-body: ಸಿಗರೇಟು, ತಂಬಾಕು ಮತ್ತು ಸಂಬಂಧಿತ ಉತ್ಪನ್ನಗಳ ಮೇಲೆ ಶೇ.40ರ ತೆರಿಗೆ ದರ ವಿಧಿಸಲಾಗಿದೆ. ಸಿಗರೇಟು, ತಂಬಾಕು ಮತ್ತು ಸಂಬಂಧಿತ ಉತ್ಪನ್ನಗಳ ಮೇಲೆ ಶೇ.40ರ ತೆರಿಗೆ ದರ ವಿಧಿಸಲಾಗಿದೆ. — [405, 893, 740, 969]
city-item: • ಮೈಸೂರು — [770, 115, 830, 131]
city-item: • ರಾಯಚೂರು — [463, 139, 537, 155]
app-advert-text: ಕಲ್ಯಾಣ ಕರ್ನಾಟಕದ ಪ್ರತಿ ಕ್ಷಣದ ಸಮಗ್ರ ಸುದ್ದಿಗಳನ್ನು Suddimoola App ನಲ್ಲಿ ನಿಮ್ಮ ಸ್ಮಾರ್ಟ್ ಫೋನ್ ನಲ್ಲಿ ವೀಕ್ಷಿಸಬಹುದು. ಇದನ್ನು Google Playstore ಮೂಲಕ ಡೌನ್ಲೋಡ್ ಮಾಡಿಕೊಳ್ಳಬಹುದು. — [1279, 197, 1443, 263]
quote-box: ನರೇಂದ್ರ ಮೋದಿ ಪ್ರಧಾನಿಯಾಗಿ 12 ವರ್ಷ ತುಂಬುತ್ತಿರುವ ವೇಳೆಯಲ್ಲಿ ದೇಶದ ಜನರಿಗೆ ನೀಡಿದ ಕೊಡುಗೆ ಇದು. - ವಿ. ಸೋಮಣ್ಣ, ಕೇಂದ್ರ ಸಚಿವ — [394, 1227, 751, 1309]
headline: ವಿ.ವಿ ಆವರಣ ಪರಿಸರ ಸ್ನೇಹಿಯಾಗಿರಲಿ — [46, 1733, 576, 1781]
quote-box: ಜಿಎಸ್ಟಿ ವ್ಯವಸ್ಥೆಯಲ್ಲಿ ಕ್ರಾಂತಿಕಾರಿ ಬದಲಾವಣೆ ತರಲಾಗಿದೆ. ಇದು ಜನಸಾಮಾನ್ಯರಿಗೆ ನೆರವಾಗಲಿದೆ. - ಎಚ್.ಡಿ. ಕುಮಾರಸ್ವಾಮಿ, ಕೇಂದ್ರ ಸಚಿವ — [394, 1138, 751, 1219]
quote-author: - ಎಚ್.ಡಿ. ಕುಮಾರಸ್ವಾಮಿ, ಕೇಂದ್ರ ಸಚಿವ — [586, 1195, 740, 1209]
headline: ಉತ್ತೇಜನ ನೀಡದ ಜೆಪಿಸ್ಟಿದರ ಇಳಿಕೆ — [394, 544, 731, 579]
city-item: • ಕೊಪ್ಪಳ — [548, 139, 598, 155]
notice-date: ದಿನಾಂಕ : 04.09.2025 — [1045, 1894, 1135, 1905]
box-body: ರಾಜ್ಯ ಸರ್ಕಾರ ಕೃಷಿ ಉತ್ಪನ್ನ ಮಾರುಕಟ್ಟೆ ಸಮಿತಿಗಳ ಶುಲ್ಕ ಬದಲಾವಣೆ ಮಾಡಲು ತೀರ್ಮಾನಿಸಿದ್ದು, ಮಾರುಕಟ್ಟೆ ಶುಲ್ಕ 41 ಪೈಸೆಯಿಂದ 42 ಪೈಸೆಗೆ ಹೆಚ್ಚಳ ಮಾಡಲು ಸಚಿವ ಸಂಪುಟ ಅನುಮೋದನೆ ನೀಡಿದೆ ಎಂದು ಸಚಿವ ಎಚ್.ಕೆ.ಪಾಟೀಲ್ ತಿಳಿಸಿದರು. ರಾಜ್ಯ ಸರ್ಕಾರ ಕೃಷಿ ಉತ್ಪನ್ನ ಮಾರುಕಟ್ಟೆ ಸಮಿತಿಗಳ ಶುಲ್ಕ ಬದಲಾವಣೆ ಮಾಡಲು ತೀರ್ಮಾನಿಸಿದ್ದು, ಮಾರುಕಟ್ಟೆ ಶುಲ್ಕ 41 ಪೈಸೆಯಿಂದ 42 ಪೈಸೆಗೆ ಹೆಚ್ಚಳ ಮಾಡಲು ಸಚಿವ ಸಂಪುಟ ಅನುಮೋದನೆ ನೀಡಿದೆ ಎಂದು ಸಚಿವ ಎಚ್.ಕೆ.ಪಾಟೀಲ್ ತಿಳಿಸಿದರು. — [777, 1171, 1135, 1286]
quote-author: - ಜೈರಾಮ್ ರಮೇಶ್, ಕಾಂಗ್ರೆಸ್ ನಾಯಕ — [592, 1374, 740, 1388]
university-article — [46, 1733, 576, 2355]
column-1 — [46, 190, 379, 1722]
emblem-text: ಕರ್ನಾಟಕ ಸರ್ಕಾರ — [838, 1788, 891, 1799]
headline: ಇಂದು ರಾಯಚೂರಿಗೆ ಬಸವ ಸಂಸ್ಕೃತಿ ಅಭಿಯಾನ — [766, 188, 1121, 284]
minister-photo — [1032, 775, 1145, 896]
table-row: ಪದವೀಧರ ಅಭ್ಯರ್ಥಿಗಳು ಯಾವುದೇ ಪದವಿ — [1172, 340, 1453, 362]
headline: ಚತುಷ್ಪಥ ರಸ್ತೆಗೆ 25 ಕೋ.ರೂ ಮಂಜೂರು — [46, 480, 352, 554]
issue-day: ಶುಕ್ರವಾರ — [114, 115, 158, 133]
app-logo: ಸುದ್ದಿಮೂಲ — [1171, 215, 1274, 247]
notice-body: ವಿಷಯ : ಮಹಾತ್ಮಗಾಂಧಿ ರಾಷ್ಟ್ರೀಯ ಗ್ರಾಮೀಣ ಉದ್ಯೋಗ ಖಾತ್ರಿ ಯೋಜನೆಯಡಿ ಅನುಷ್ಠಾನಗೊಳಿಸುವ ಕಾಮಗಾರಿಗಳಿಗೆ ಅವಶ್ಯವಿರುವ ಸಾಮಗ್ರಿಗಳ ಸರಬರಾಜಿಗೆ ದರಪಟ್ಟಿ ಆಹ್ವಾನಿಸುವ ಬಗ್ಗೆ. ಆಸಕ್ತ ಸರಬರಾಜುದಾರರು ನಿಗದಿತ ಅವಧಿಯೊಳಗೆ ದರಪಟ್ಟಿ ಸಲ್ಲಿಸಬೇಕು. ವಿಷಯ : ಮಹಾತ್ಮಗಾಂಧಿ ರಾಷ್ಟ್ರೀಯ ಗ್ರಾಮೀಣ ಉದ್ಯೋಗ ಖಾತ್ರಿ ಯೋಜನೆಯಡಿ ಅನುಷ್ಠಾನಗೊಳಿಸುವ ಕಾಮಗಾರಿಗಳಿಗೆ ಅವಶ್ಯವಿರುವ ಸಾಮಗ್ರಿಗಳ ಸರಬರಾಜಿಗೆ ದರಪಟ್ಟಿ ಆಹ್ವಾನಿಸುವ ಬಗ್ಗೆ. ಆಸಕ್ತ ಸರಬರಾಜುದಾರರು ನಿಗದಿತ ಅವಧಿಯೊಳಗೆ ದರಪಟ್ಟಿ ಸಲ್ಲಿಸಬೇಕು. ವಿಷಯ : ಮಹಾತ್ಮಗಾಂಧಿ ರಾಷ್ಟ್ರೀಯ ಗ್ರಾಮೀಣ ಉದ್ಯೋಗ ಖಾತ್ರಿ ಯೋಜನೆಯಡಿ ಅನುಷ್ಠಾನಗೊಳಿಸುವ ಕಾಮಗಾರಿಗಳಿಗೆ ಅವಶ್ಯವಿರುವ ಸಾಮಗ್ರಿಗಳ ಸರಬರಾಜಿಗೆ ದರಪಟ್ಟಿ ಆಹ್ವಾನಿಸುವ ಬಗ್ಗೆ. ಆಸಕ್ತ ಸರಬರಾಜುದಾರರು ನಿಗದಿತ ಅವಧಿಯೊಳಗೆ ದರಪಟ್ಟಿ ಸಲ್ಲಿಸಬೇಕು. — [595, 1958, 1135, 2030]
city-editions — [463, 111, 950, 159]
court-name: IN THE COURT OF THE CIVIL JUDGE AND J.M.F.C AT SHORAPUR. — [1177, 1473, 1447, 1501]
table-header-row: ಕ್ರ.ಸಂ ವಿವರ ದಿನಾಂಕ ಮತ್ತು ಸಮಯ ಷರಾ — [595, 2058, 1135, 2079]
facebook-link[interactable]: facebook.com/Suddi Moola — [1093, 115, 1249, 130]
website-link[interactable]: https://www.suddimoola.in — [273, 115, 423, 130]
crop-mark — [42, 2381, 64, 2404]
court-name: IN THE COURT OF THE HON'BLE J. M. F. C. AT : DEODURGA. — [1183, 510, 1442, 538]
